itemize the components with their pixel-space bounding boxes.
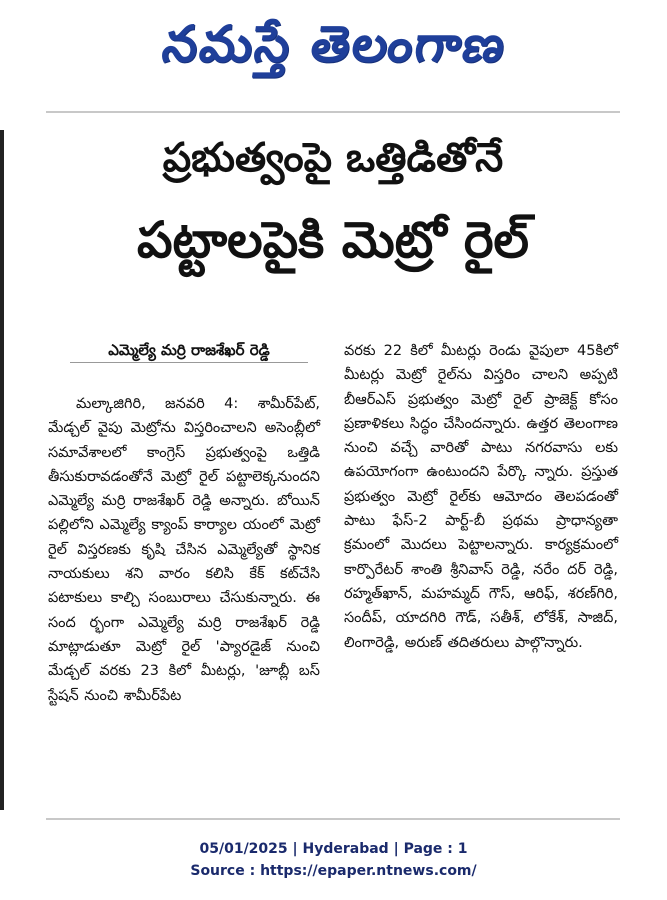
article-right-column: వరకు 22 కిలో మీటర్లు రెండు వైపులా 45కిలో మీటర్లు మెట్రో రైల్‌ను విస్తరిం చాలని అప్పటి బీఆర్‌ఎస్ ప్రభుత్వం మెట్రో రైల్ ప్రాజెక్ట్ కోసం ప్రణాళికలు సిద్ధం చేసిందన్నారు. ఉత్తర తెలంగాణ నుంచి వచ్చే వారితో పాటు నగరవాసు లకు ఉపయోగంగా ఉంటుందని పేర్కొ న్నారు. ప్రస్తుత ప్రభుత్వం మెట్రో రైల్‌కు ఆమోదం తెలపడంతో పాటు ఫేస్-2 పార్ట్-బీ ప్రథమ ప్రాధాన్యతా క్రమంలో మొదలు పెట్టాలన్నారు. కార్యక్రమంలో కార్పొరేటర్ శాంతి శ్రీనివాస్ రెడ్డి, నరేం దర్ రెడ్డి, రహ్మత్‌ఖాన్, మహమ్మద్ గౌస్, ఆరిఫ్, శరణ్‌గిరి, సందీప్, యాదగిరి గౌడ్, సతీశ్, లోకేశ్, సాజిద్, లింగారెడ్డి, అరుణ్ తదితరులు పాల్గొన్నారు. <box>344 343 618 651</box>
footer-date-line: 05/01/2025 | Hyderabad | Page : 1 <box>199 841 468 857</box>
masthead <box>0 0 667 100</box>
top-divider <box>46 111 620 113</box>
bottom-divider <box>46 818 620 820</box>
footer-source-line: Source : https://epaper.ntnews.com/ <box>190 863 477 879</box>
article-left-column: మల్కాజిగిరి, జనవరి 4: శామీర్‌పేట్, మేడ్చల్ వైపు మెట్రోను విస్తరించాలని అసెంబ్లీలో సమావేశాలలో కాంగ్రెస్ ప్రభుత్వంపై ఒత్తిడి తీసుకురావడంతోనే మెట్రో రైల్ పట్టాలెక్కనుందని ఎమ్మెల్యే మర్రి రాజశేఖర్ రెడ్డి అన్నారు. బోయిన్ పల్లిలోని ఎమ్మెల్యే క్యాంప్ కార్యాల యంలో మెట్రో రైల్ విస్తరణకు కృషి చేసిన ఎమ్మెల్యేతో స్థానిక నాయకులు శని వారం కలిసి కేక్ కట్‌చేసి పటాకులు కాల్చి సంబురాలు చేసుకున్నారు. ఈ సంద ర్భంగా ఎమ్మెల్యే మర్రి రాజశేఖర్ రెడ్డి మాట్లాడుతూ మెట్రో రైల్ 'ప్యారడైజ్ నుంచి మేడ్చల్ వరకు 23 కిలో మీటర్లు, 'జూబ్లీ బస్ స్టేషన్ నుంచి శామీర్‌పేట <box>48 396 320 704</box>
masthead-logo: నమస్తే తెలంగాణ <box>158 14 511 73</box>
headline-line-1: ప్రభుత్వంపై ఒత్తిడితోనే <box>162 135 504 181</box>
byline: ఎమ్మెల్యే మర్రి రాజశేఖర్ రెడ్డి <box>70 338 308 363</box>
headline-line-2: పట్టాలపైకి మెట్రో రైల్ <box>136 211 529 269</box>
left-margin-bar <box>0 130 4 810</box>
